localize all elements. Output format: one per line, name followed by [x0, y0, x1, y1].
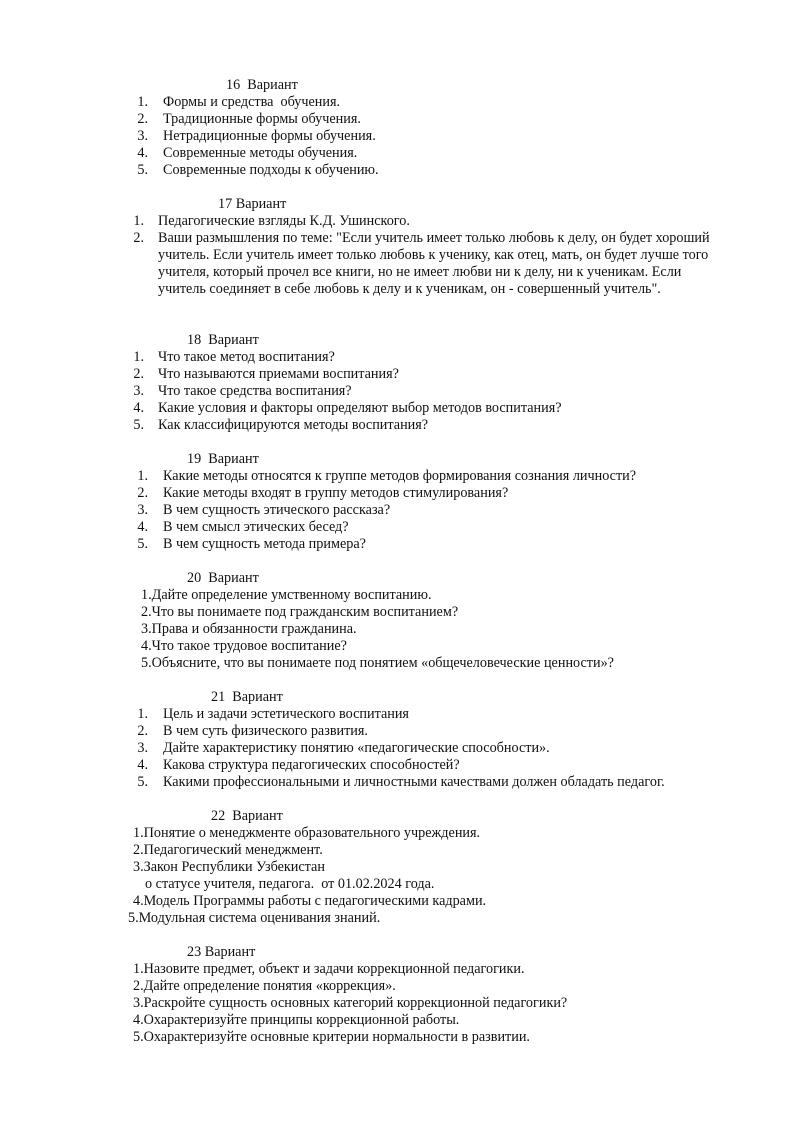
list-item: В чем смысл этических бесед?: [163, 519, 349, 535]
variant-18-heading: 18 Вариант: [187, 332, 259, 348]
list-item: Какими профессиональными и личностными качествами должен обладать педагог.: [163, 774, 665, 790]
list-item: 4.Что такое трудовое воспитание?: [141, 638, 347, 654]
variant-16-heading: 16 Вариант: [226, 77, 298, 93]
list-item: Формы и средства обучения.: [163, 94, 341, 110]
list-item: 1.Дайте определение умственному воспитанию.: [141, 587, 432, 603]
list-number: 3.: [137, 128, 148, 144]
list-item: 3.Закон Республики Узбекистан: [133, 859, 325, 875]
list-number: 4.: [133, 400, 144, 416]
list-item: 5.Модульная система оценивания знаний.: [128, 910, 381, 926]
list-number: 2.: [137, 485, 148, 501]
list-item: Ваши размышления по теме: "Если учитель имеет только любовь к делу, он будет хороший учитель. Если учитель имеет только любовь к ученику, как отец, мать, он будет лучше того учителя, который прочел все книги, но не имеет любви ни к делу, ни к ученикам. Если учитель соединяет в себе любовь к делу и к ученикам, он - совершенный учитель".: [158, 230, 710, 297]
list-item: Что такое метод воспитания?: [158, 349, 335, 365]
list-item: Традиционные формы обучения.: [163, 111, 361, 127]
variant-22-heading: 22 Вариант: [211, 808, 283, 824]
list-number: 1.: [133, 349, 144, 365]
list-item: Что называются приемами воспитания?: [158, 366, 399, 382]
list-item: Современные подходы к обучению.: [163, 162, 379, 178]
list-item: Что такое средства воспитания?: [158, 383, 352, 399]
list-item: 5.Объясните, что вы понимаете под понятием «общечеловеческие ценности»?: [141, 655, 614, 671]
list-item: Какие условия и факторы определяют выбор методов воспитания?: [158, 400, 562, 416]
list-item: 4.Охарактеризуйте принципы коррекционной работы.: [133, 1012, 460, 1028]
list-item: о статусе учителя, педагога. от 01.02.2024 года.: [145, 876, 435, 892]
list-number: 5.: [137, 162, 148, 178]
list-number: 5.: [137, 774, 148, 790]
list-item: Цель и задачи эстетического воспитания: [163, 706, 409, 722]
variant-17-heading: 17 Вариант: [218, 196, 287, 212]
list-item: 5.Охарактеризуйте основные критерии нормальности в развитии.: [133, 1029, 530, 1045]
list-item: Нетрадиционные формы обучения.: [163, 128, 376, 144]
list-item: 4.Модель Программы работы с педагогическими кадрами.: [133, 893, 487, 909]
list-number: 5.: [133, 417, 144, 433]
list-number: 3.: [133, 383, 144, 399]
list-item: 1.Понятие о менеджменте образовательного учреждения.: [133, 825, 481, 841]
list-number: 4.: [137, 757, 148, 773]
list-item: Современные методы обучения.: [163, 145, 358, 161]
list-item: 3.Раскройте сущность основных категорий коррекционной педагогики?: [133, 995, 568, 1011]
list-item: В чем сущность этического рассказа?: [163, 502, 391, 518]
list-item: Педагогические взгляды К.Д. Ушинского.: [158, 213, 410, 229]
list-number: 2.: [137, 111, 148, 127]
list-item: Дайте характеристику понятию «педагогические способности».: [163, 740, 550, 756]
list-number: 5.: [137, 536, 148, 552]
list-item: 2.Дайте определение понятия «коррекция».: [133, 978, 396, 994]
list-number: 4.: [137, 145, 148, 161]
list-item: 3.Права и обязанности гражданина.: [141, 621, 357, 637]
list-number: 1.: [137, 94, 148, 110]
list-number: 3.: [137, 502, 148, 518]
list-item: В чем сущность метода примера?: [163, 536, 366, 552]
list-item: 1.Назовите предмет, объект и задачи коррекционной педагогики.: [133, 961, 525, 977]
list-item: 2.Что вы понимаете под гражданским воспитанием?: [141, 604, 459, 620]
variant-19-heading: 19 Вариант: [187, 451, 259, 467]
list-number: 1.: [137, 468, 148, 484]
variant-23-heading: 23 Вариант: [187, 944, 256, 960]
list-item: Какие методы относятся к группе методов формирования сознания личности?: [163, 468, 637, 484]
list-number: 2.: [133, 230, 144, 246]
list-item: 2.Педагогический менеджмент.: [133, 842, 323, 858]
list-number: 4.: [137, 519, 148, 535]
list-number: 2.: [133, 366, 144, 382]
list-item: Какова структура педагогических способностей?: [163, 757, 460, 773]
list-item: В чем суть физического развития.: [163, 723, 368, 739]
list-item: Как классифицируются методы воспитания?: [158, 417, 429, 433]
variant-20-heading: 20 Вариант: [187, 570, 259, 586]
list-item: Какие методы входят в группу методов стимулирования?: [163, 485, 509, 501]
variant-21-heading: 21 Вариант: [211, 689, 283, 705]
list-number: 1.: [137, 706, 148, 722]
list-number: 3.: [137, 740, 148, 756]
list-number: 2.: [137, 723, 148, 739]
list-number: 1.: [133, 213, 144, 229]
